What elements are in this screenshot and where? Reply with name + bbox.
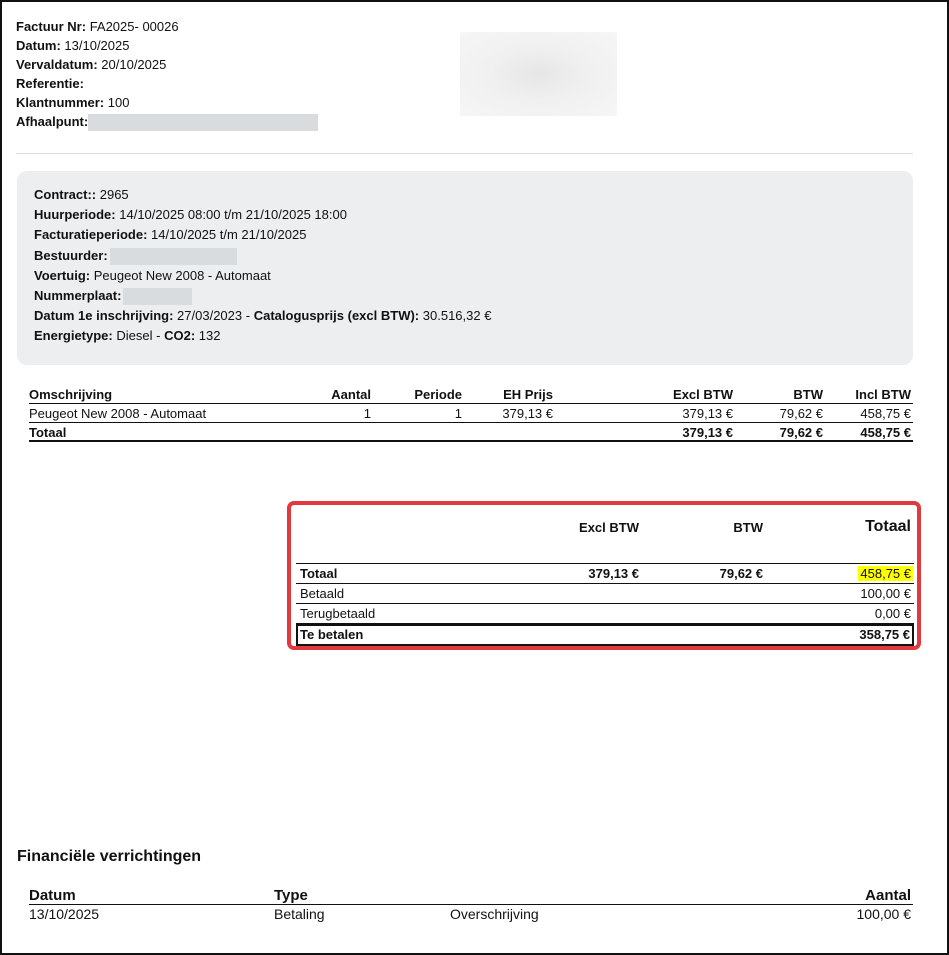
financial-section-title: Financiële verrichtingen	[17, 848, 202, 865]
summary-header-total: Totaal	[865, 518, 911, 535]
summary-header-row	[296, 505, 914, 564]
invoice-number-row: Factuur Nr: FA2025- 00026	[16, 19, 179, 34]
energy-row: Energietype: Diesel - CO2: 132	[34, 328, 221, 344]
invoice-date-row: Datum: 13/10/2025	[16, 38, 130, 53]
invoice-client-row: Klantnummer: 100	[16, 95, 130, 110]
col-header-excl-vat: Excl BTW	[673, 387, 733, 402]
lines-total-row: Totaal 379,13 € 79,62 € 458,75 €	[29, 425, 911, 440]
table-row: 13/10/2025 Betaling Overschrijving 100,00 €	[29, 906, 911, 922]
invoice-date: 13/10/2025	[64, 38, 130, 53]
driver-redacted	[110, 248, 237, 265]
invoice-reference-row: Referentie:	[16, 76, 84, 91]
registration-row: Datum 1e inschrijving: 27/03/2023 - Catalogusprijs (excl BTW): 30.516,32 €	[34, 308, 492, 324]
vehicle-row: Voertuig: Peugeot New 2008 - Automaat	[34, 267, 271, 283]
summary-paid-row: Betaald 100,00 €	[296, 584, 914, 604]
col-header-description: Omschrijving	[29, 387, 113, 402]
summary-header-excl-vat: Excl BTW	[579, 520, 639, 535]
driver-row: Bestuurder:	[34, 246, 896, 266]
table-row: Peugeot New 2008 - Automaat 1 1 379,13 € 379,13 € 79,62 € 458,75 €	[29, 406, 911, 421]
col-header-incl-vat: Incl BTW	[855, 387, 911, 402]
invoice-number: FA2025- 00026	[89, 19, 179, 34]
lines-header-row	[29, 385, 913, 404]
contract-details-panel	[17, 171, 913, 365]
financial-transactions-table	[29, 886, 913, 924]
invoice-due-row: Vervaldatum: 20/10/2025	[16, 57, 167, 72]
header-divider	[16, 153, 913, 154]
summary-header-vat: BTW	[733, 520, 763, 535]
invoice-due-date: 20/10/2025	[101, 57, 167, 72]
highlighted-total: 458,75 €	[860, 566, 911, 581]
contract-row: Contract:: 2965	[34, 187, 129, 202]
pickup-redacted	[88, 114, 318, 131]
rental-period-row: Huurperiode: 14/10/2025 08:00 t/m 21/10/2025 18:00	[34, 207, 347, 223]
summary-refunded-row: Terugbetaald 0,00 €	[296, 604, 914, 624]
totals-summary-box	[287, 501, 921, 650]
invoice-lines-table	[29, 385, 913, 442]
summary-total-row: Totaal 379,13 € 79,62 € 458,75 €	[296, 564, 914, 584]
plate-redacted	[123, 288, 192, 305]
col-header-period: Periode	[414, 387, 462, 402]
billing-period-row: Facturatieperiode: 14/10/2025 t/m 21/10/2025	[34, 227, 307, 243]
summary-amount-due-row: Te betalen 358,75 €	[296, 624, 914, 646]
plate-row: Nummerplaat:	[34, 286, 896, 306]
col-header-vat: BTW	[793, 387, 823, 402]
financial-header-row: Datum Type Aantal	[29, 887, 911, 904]
invoice-pickup-row: Afhaalpunt:	[16, 112, 318, 131]
col-header-unit-price: EH Prijs	[503, 387, 553, 402]
invoice-header	[16, 17, 318, 131]
invoice-client-number: 100	[107, 95, 130, 110]
company-logo-redacted	[460, 32, 617, 116]
col-header-quantity: Aantal	[331, 387, 371, 402]
